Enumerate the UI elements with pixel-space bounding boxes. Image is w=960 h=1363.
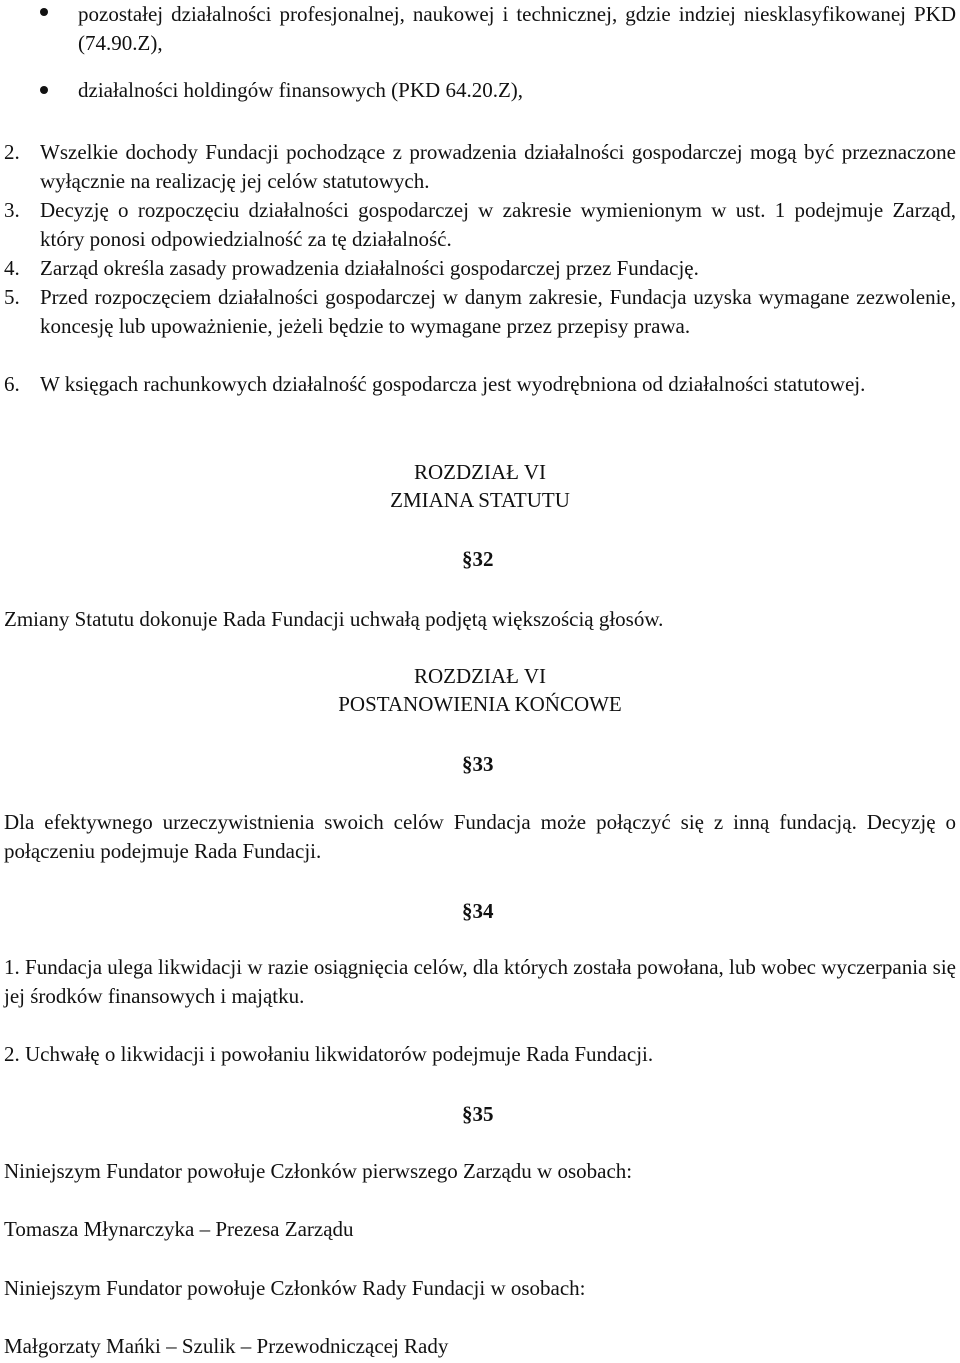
section-symbol: § [462,752,473,776]
section-35-line-3: Niniejszym Fundator powołuje Członków Rady Fundacji w osobach: [4,1276,586,1300]
section-number: 34 [472,899,494,923]
section-34-point-1: 1. Fundacja ulega likwidacji w razie osiągnięcia celów, dla których została powołana, lub wobec wyczerpania się jej środków finansowych i majątku. [4,955,956,1008]
section-34-heading [462,897,494,926]
bullet-item-2: działalności holdingów finansowych (PKD 64.20.Z), [78,78,524,102]
bullet-item-1: pozostałej działalności profesjonalnej, naukowej i technicznej, gdzie indziej niesklasyfikowanej PKD (74.90.Z), [78,2,956,55]
chapter-label: ROZDZIAŁ VI [413,664,546,688]
section-number: 32 [472,547,494,571]
section-35-line-1: Niniejszym Fundator powołuje Członków pierwszego Zarządu w osobach: [4,1159,633,1183]
chapter-label: ROZDZIAŁ VI [413,460,546,484]
item-text-2: Wszelkie dochody Fundacji pochodzące z prowadzenia działalności gospodarczej mogą być przeznaczone wyłącznie na realizację jej celów statutowych. [40,140,956,193]
bullet-dot-2 [40,86,48,94]
section-number: 33 [472,752,494,776]
item-text-5: Przed rozpoczęciem działalności gospodarczej w danym zakresie, Fundacja uzyska wymagane zezwolenie, koncesję lub upoważnienie, jeżeli będzie to wymagane przez przepisy prawa. [40,285,956,338]
section-number: 35 [472,1102,494,1126]
item-number-6: 6. [4,372,20,396]
section-35-line-4: Małgorzaty Mańki – Szulik – Przewodniczącej Rady [4,1334,449,1358]
section-34-point-2: 2. Uchwałę o likwidacji i powołaniu likwidatorów podejmuje Rada Fundacji. [4,1042,654,1066]
chapter-title: ZMIANA STATUTU [390,488,570,512]
section-symbol: § [462,1102,473,1126]
section-35-line-2: Tomasza Młynarczyka – Prezesa Zarządu [4,1217,354,1241]
chapter-title: POSTANOWIENIA KOŃCOWE [338,692,622,716]
section-symbol: § [462,899,473,923]
item-text-6: W księgach rachunkowych działalność gospodarcza jest wyodrębniona od działalności statutowej. [40,372,866,396]
item-text-4: Zarząd określa zasady prowadzenia działalności gospodarczej przez Fundację. [40,256,699,280]
item-text-3: Decyzję o rozpoczęciu działalności gospodarczej w zakresie wymienionym w ust. 1 podejmuje Zarząd, który ponosi odpowiedzialność za tę działalność. [40,198,956,251]
item-number-5: 5. [4,285,20,309]
section-33-heading [462,750,494,779]
item-number-4: 4. [4,256,20,280]
section-symbol: § [462,547,473,571]
section-33-text: Dla efektywnego urzeczywistnienia swoich celów Fundacja może połączyć się z inną fundacją. Decyzję o połączeniu podejmuje Rada Fundacji. [4,810,956,863]
item-number-2: 2. [4,140,20,164]
section-32-text: Zmiany Statutu dokonuje Rada Fundacji uchwałą podjętą większością głosów. [4,607,664,631]
section-35-heading [462,1100,494,1129]
item-number-3: 3. [4,198,20,222]
bullet-dot-1 [40,8,48,16]
section-32-heading [462,545,494,574]
